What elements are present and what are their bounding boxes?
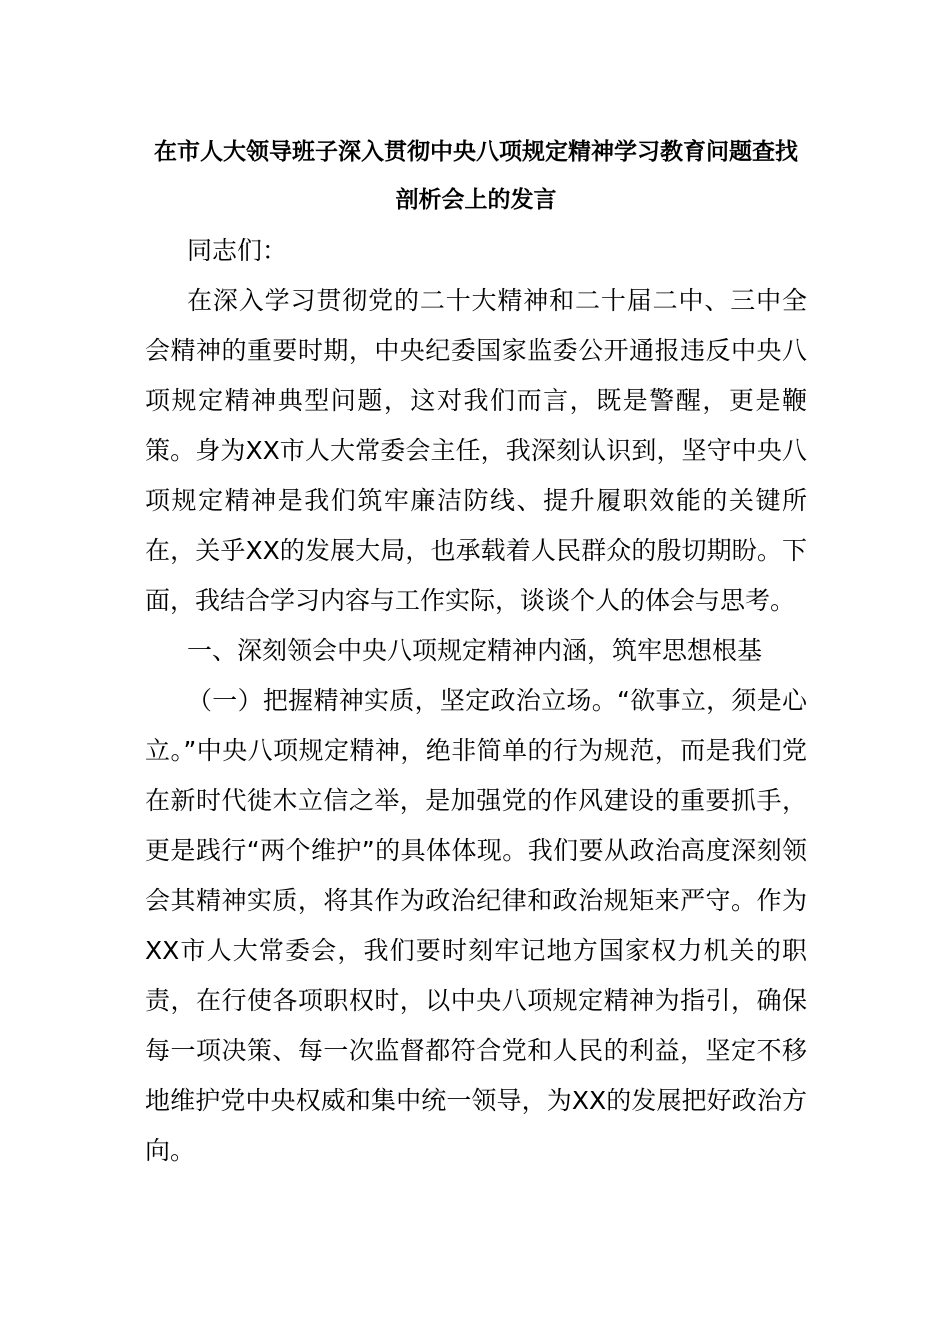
document-body bbox=[145, 226, 807, 1176]
document-title: 在市人大领导班子深入贯彻中央八项规定精神学习教育问题查找剖析会上的发言 bbox=[154, 139, 798, 213]
intro-paragraph: 在深入学习贯彻党的二十大精神和二十届二中、三中全会精神的重要时期，中央纪委国家监委公开通报违反中央八项规定精神典型问题，这对我们而言，既是警醒，更是鞭策。身为XX市人大常委会主任，我深刻认识到，坚守中央八项规定精神是我们筑牢廉洁防线、提升履职效能的关键所在，关乎XX的发展大局，也承载着人民群众的殷切期盼。下面，我结合学习内容与工作实际，谈谈个人的体会与思考。 bbox=[145, 286, 807, 615]
salutation: 同志们： bbox=[187, 236, 288, 265]
subsection-paragraph: （一）把握精神实质，坚定政治立场。“欲事立，须是心立。”中央八项规定精神，绝非简单的行为规范，而是我们党在新时代徙木立信之举，是加强党的作风建设的重要抓手，更是践行“两个维护”的具体体现。我们要从政治高度深刻领会其精神实质，将其作为政治纪律和政治规矩来严守。作为XX市人大常委会，我们要时刻牢记地方国家权力机关的职责，在行使各项职权时，以中央八项规定精神为指引，确保每一项决策、每一次监督都符合党和人民的利益，坚定不移地维护党中央权威和集中统一领导，为XX的发展把好政治方向。 bbox=[145, 686, 807, 1165]
section-heading: 一、深刻领会中央八项规定精神内涵，筑牢思想根基 bbox=[187, 636, 763, 665]
